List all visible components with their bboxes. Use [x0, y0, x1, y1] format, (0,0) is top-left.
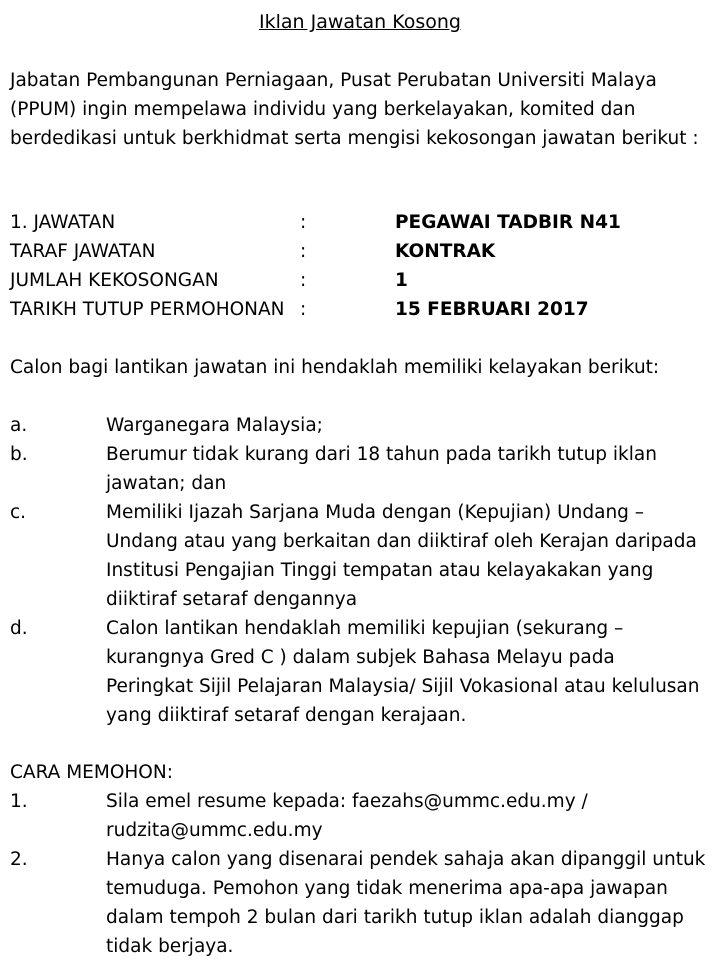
detail-label: TARIKH TUTUP PERMOHONAN [10, 299, 285, 320]
detail-colon: : [300, 270, 307, 291]
detail-value: 1 [395, 270, 408, 291]
apply-step-text: Hanya calon yang disenarai pendek sahaja akan dipanggil untuk temuduga. Pemohon yang tidak menerima apa-apa jawapan dalam tempoh 2 bulan dari tarikh tutup iklan adalah dianggap tidak berjaya. [106, 849, 706, 957]
list-marker: d. [10, 618, 28, 639]
list-marker: 1. [10, 791, 28, 812]
detail-value: 15 FEBRUARI 2017 [395, 299, 589, 320]
detail-colon: : [300, 212, 307, 233]
requirement-text: Calon lantikan hendaklah memiliki kepujian (sekurang – kurangnya Gred C ) dalam subjek Bahasa Melayu pada Peringkat Sijil Pelajaran Malaysia/ Sijil Vokasional atau kelulusan yang diiktiraf setaraf dengan kerajaan. [106, 618, 700, 726]
requirement-text: Berumur tidak kurang dari 18 tahun pada tarikh tutup iklan jawatan; dan [106, 444, 657, 494]
detail-colon: : [300, 241, 307, 262]
requirements-heading: Calon bagi lantikan jawatan ini hendaklah memiliki kelayakan berikut: [10, 357, 660, 378]
intro-paragraph [10, 66, 710, 153]
list-marker: a. [10, 415, 28, 436]
detail-value: KONTRAK [395, 241, 496, 262]
requirement-text: Memiliki Ijazah Sarjana Muda dengan (Kepujian) Undang – Undang atau yang berkaitan dan diiktiraf oleh Kerajan daripada Institusi Pengajian Tinggi tempatan atau kelayakakan yang diiktiraf setaraf dengannya [106, 502, 697, 610]
apply-heading: CARA MEMOHON: [10, 762, 173, 783]
list-marker: c. [10, 502, 27, 523]
detail-value: PEGAWAI TADBIR N41 [395, 212, 621, 233]
requirement-text: Warganegara Malaysia; [106, 415, 323, 436]
page-title: Iklan Jawatan Kosong [259, 11, 461, 33]
intro-text: Jabatan Pembangunan Perniagaan, Pusat Perubatan Universiti Malaya (PPUM) ingin mempelawa individu yang berkelayakan, komited dan berdedikasi untuk berkhidmat serta mengisi kekosongan jawatan berikut : [10, 70, 699, 149]
detail-label: TARAF JAWATAN [10, 241, 156, 262]
apply-step-text: Sila emel resume kepada: faezahs@ummc.edu.my / rudzita@ummc.edu.my [106, 791, 588, 841]
detail-label: JUMLAH KEKOSONGAN [10, 270, 219, 291]
detail-colon: : [300, 299, 307, 320]
detail-label: 1. JAWATAN [10, 212, 116, 233]
list-marker: 2. [10, 849, 28, 870]
list-marker: b. [10, 444, 28, 465]
